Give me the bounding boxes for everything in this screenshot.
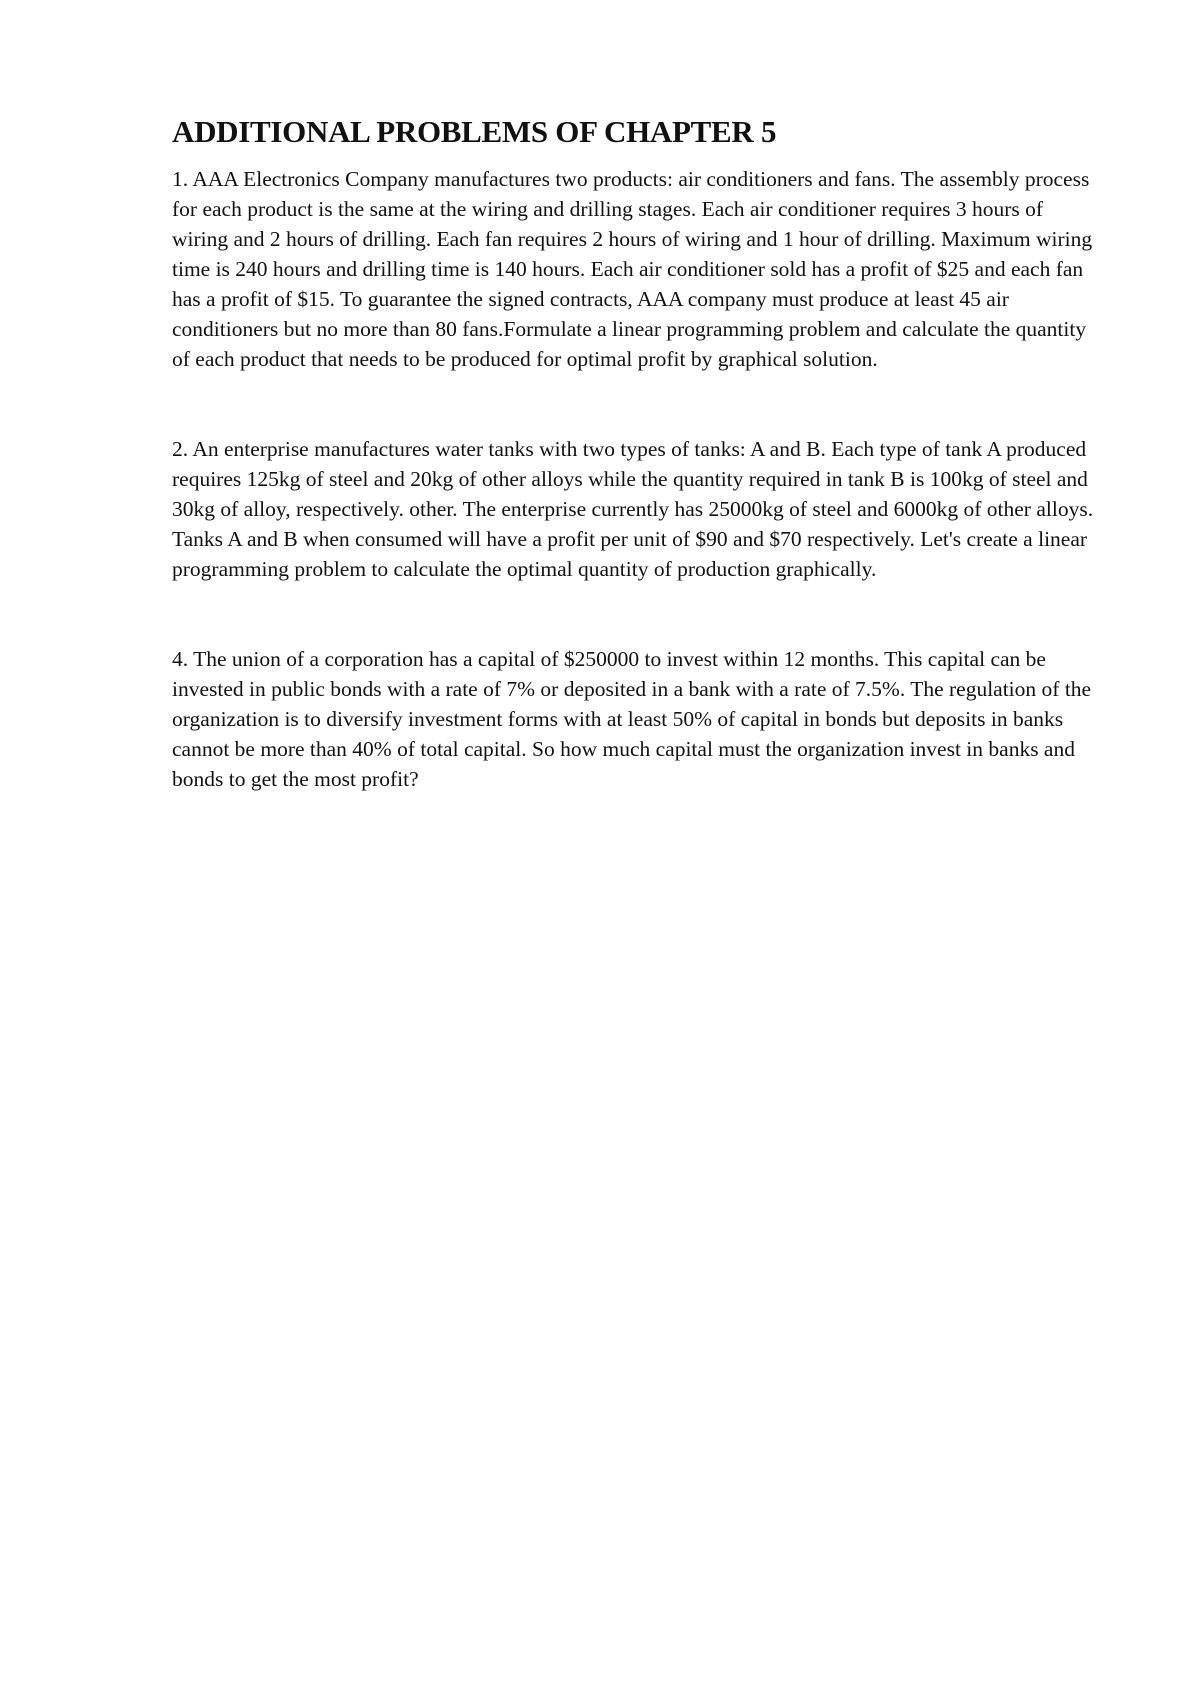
document-content xyxy=(172,112,1102,794)
problem-1: 1. AAA Electronics Company manufactures two products: air conditioners and fans. The assembly process for each product is the same at the wiring and drilling stages. Each air conditioner requires 3 hours of wiring and 2 hours of drilling. Each fan requires 2 hours of wiring and 1 hour of drilling. Maximum wiring time is 240 hours and drilling time is 140 hours. Each air conditioner sold has a profit of $25 and each fan has a profit of $15. To guarantee the signed contracts, AAA company must produce at least 45 air conditioners but no more than 80 fans.Formulate a linear programming problem and calculate the quantity of each product that needs to be produced for optimal profit by graphical solution. xyxy=(172,167,1093,371)
document-title: ADDITIONAL PROBLEMS OF CHAPTER 5 xyxy=(172,114,777,149)
problem-2: 2. An enterprise manufactures water tanks with two types of tanks: A and B. Each type of tank A produced requires 125kg of steel and 20kg of other alloys while the quantity required in tank B is 100kg of steel and 30kg of alloy, respectively. other. The enterprise currently has 25000kg of steel and 6000kg of other alloys. Tanks A and B when consumed will have a profit per unit of $90 and $70 respectively. Let's create a linear programming problem to calculate the optimal quantity of production graphically. xyxy=(172,437,1094,581)
problem-4: 4. The union of a corporation has a capital of $250000 to invest within 12 months. This capital can be invested in public bonds with a rate of 7% or deposited in a bank with a rate of 7.5%. The regulation of the organization is to diversify investment forms with at least 50% of capital in bonds but deposits in banks cannot be more than 40% of total capital. So how much capital must the organization invest in banks and bonds to get the most profit? xyxy=(172,647,1092,791)
